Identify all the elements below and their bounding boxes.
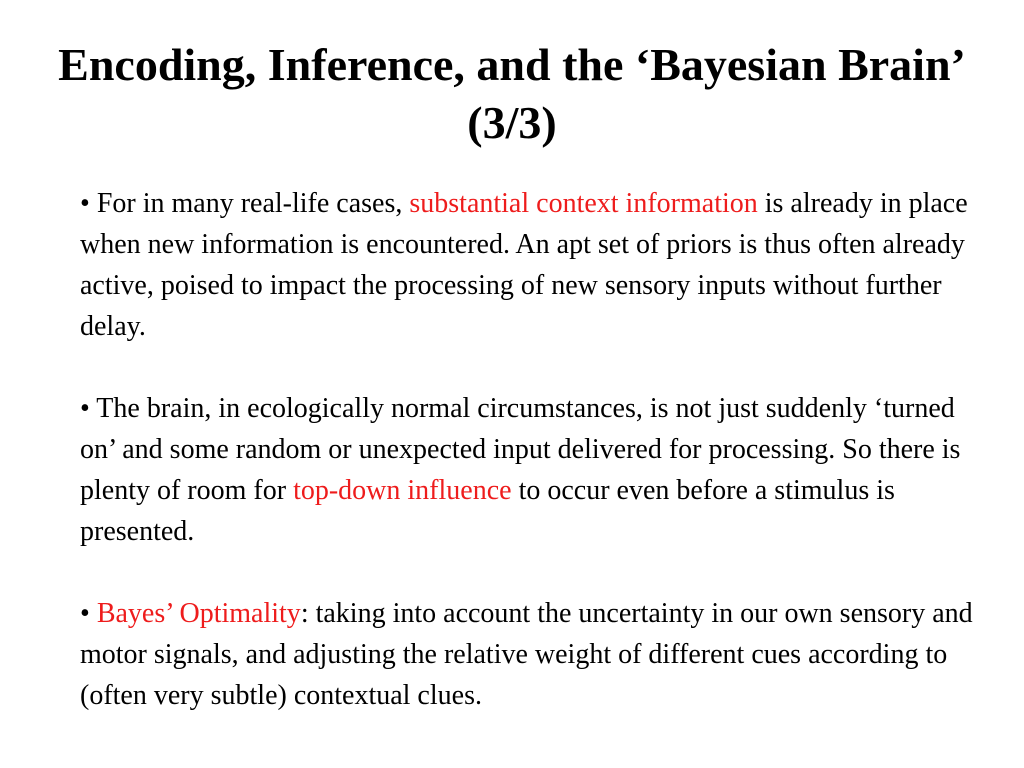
spacer: [80, 552, 980, 593]
bullet-context-information: [80, 183, 980, 347]
bullet-text: is already in place when new information is encountered. An apt set of priors is thus often already active, poised to impact the processing of new sensory inputs without further delay.: [80, 188, 968, 342]
bullet-text: The brain, in ecologically normal circumstances, is not just suddenly ‘turned on’ and some random or unexpected input delivered for processing. So there is plenty of room for: [80, 393, 961, 506]
bullet-marker: •: [80, 188, 97, 219]
slide-title: Encoding, Inference, and the ‘Bayesian Brain’ (3/3): [58, 39, 966, 148]
bullet-bayes-optimality: [80, 593, 980, 716]
bullet-marker: •: [80, 393, 97, 424]
slide-body: [80, 183, 980, 716]
bullet-marker: •: [80, 598, 97, 629]
bullet-text: to occur even before a stimulus is presented.: [80, 475, 895, 547]
bullet-text: For in many real-life cases,: [96, 188, 410, 219]
bullet-top-down-influence: [80, 388, 980, 552]
highlight-top-down-influence: top-down influence: [293, 475, 512, 506]
spacer: [80, 347, 980, 388]
bullet-text: : taking into account the uncertainty in our own sensory and motor signals, and adjusting the relative weight of different cues according to (often very subtle) contextual clues.: [80, 598, 973, 711]
highlight-bayes-optimality: Bayes’ Optimality: [96, 598, 301, 629]
highlight-substantial-context-information: substantial context information: [409, 188, 758, 219]
